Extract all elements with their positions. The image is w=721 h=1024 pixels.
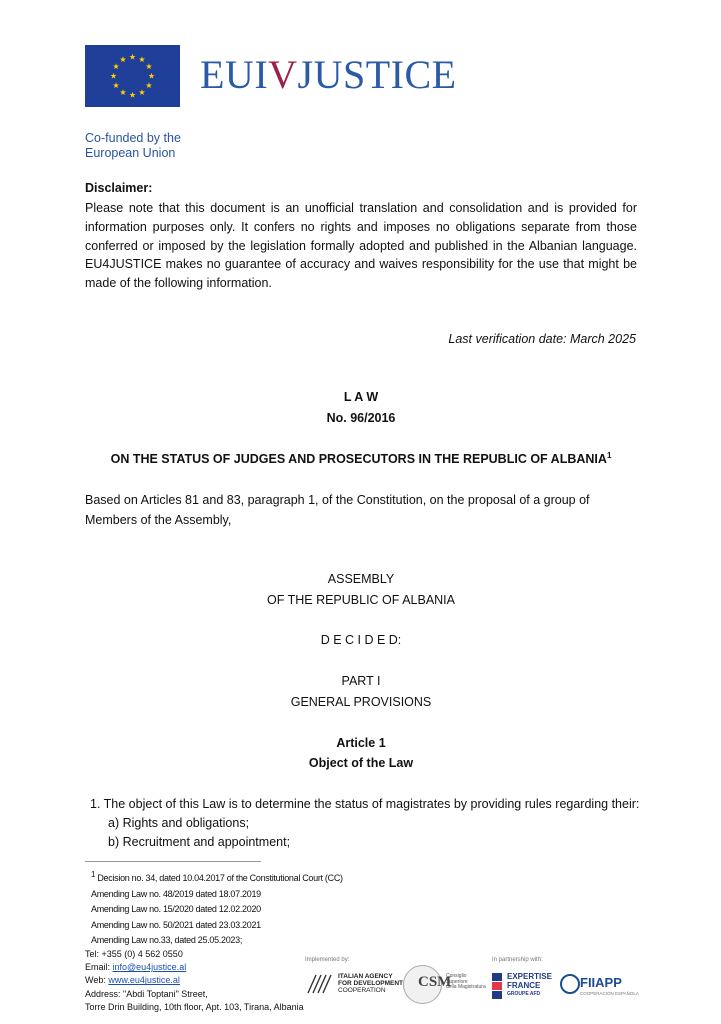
eu-star-icon	[146, 63, 152, 69]
part-number: PART I	[341, 674, 381, 688]
contact-tel: Tel: +355 (0) 4 562 0550	[85, 949, 183, 959]
eu-star-icon	[120, 89, 126, 95]
footnote-item: Amending Law no.33, dated 25.05.2023;	[91, 935, 243, 945]
footnote-item: Amending Law no. 48/2019 dated 18.07.2019	[91, 888, 261, 899]
eu-star-icon	[139, 89, 145, 95]
article-label: Article 1	[336, 736, 386, 750]
italian-line-1: ITALIAN AGENCY	[338, 973, 393, 980]
italian-line-3: COOPERATION	[338, 987, 386, 994]
disclaimer-title: Disclaimer:	[85, 181, 153, 195]
footnote-item	[91, 867, 343, 887]
ef-line-1: EXPERTISE	[507, 972, 552, 981]
footnote-divider	[85, 861, 261, 862]
assembly-line-2: OF THE REPUBLIC OF ALBANIA	[266, 593, 455, 607]
ef-line-2: FRANCE	[507, 980, 541, 990]
footnotes	[91, 867, 343, 949]
contact-email	[85, 961, 304, 974]
article-title: Object of the Law	[308, 756, 414, 770]
cofunded-line-1: Co-funded by the	[85, 131, 181, 145]
assembly-line-1: ASSEMBLY	[327, 572, 395, 586]
partnership-label: In partnership with:	[492, 957, 543, 963]
ef-line-3: GROUPE AFD	[507, 991, 541, 997]
cofunded-text	[85, 131, 181, 161]
csm-sub-3: della Magistratura	[446, 984, 486, 990]
eu-star-icon	[120, 56, 126, 62]
list-subitem-a: a) Rights and obligations;	[108, 816, 250, 830]
csm-subtitle	[446, 974, 486, 991]
italian-agency-logo	[338, 973, 403, 994]
eu-star-icon	[113, 82, 119, 88]
email-label: Email:	[85, 962, 113, 973]
cofunded-line-2: European Union	[85, 146, 176, 160]
footnote-marker: 1	[91, 870, 96, 879]
csm-sub-1: Consiglio	[446, 973, 467, 979]
eu-flag-logo	[85, 45, 180, 107]
brand-part1: EUI	[200, 52, 269, 97]
fiiapp-subtitle: COOPERACIÓN ESPAÑOLA	[580, 991, 639, 996]
part-title: GENERAL PROVISIONS	[290, 695, 432, 709]
web-label: Web:	[85, 975, 109, 986]
law-number: No. 96/2016	[326, 411, 396, 425]
brand-part3: JUSTICE	[297, 52, 457, 97]
contact-address-1: Address: "Abdi Toptani" Street,	[85, 988, 208, 999]
brand-part2: V	[268, 52, 298, 97]
expertise-france-logo	[507, 973, 552, 999]
preamble: Based on Articles 81 and 83, paragraph 1, of the Constitution, on the proposal of a group of Members of the Assembly,	[85, 493, 590, 527]
contact-address-2: Torre Drin Building, 10th floor, Apt. 103, Tirana, Albania	[85, 1001, 304, 1012]
web-link[interactable]: www.eu4justice.al	[108, 975, 180, 986]
verification-date: Last verification date: March 2025	[448, 332, 636, 346]
law-title-text: ON THE STATUS OF JUDGES AND PROSECUTORS IN THE REPUBLIC OF ALBANIA	[110, 452, 607, 467]
italian-line-2: FOR DEVELOPMENT	[338, 980, 404, 987]
expertise-france-icon	[492, 973, 502, 999]
law-label: L A W	[343, 390, 379, 404]
italian-agency-icon	[306, 971, 336, 995]
footnote-ref[interactable]: 1	[606, 451, 612, 460]
contact-web	[85, 974, 304, 987]
list-item: 1. The object of this Law is to determine the status of magistrates by providing rules regarding their:	[90, 797, 640, 811]
disclaimer-body: Please note that this document is an unofficial translation and consolidation and is provided for information purposes only. It confers no rights and imposes no obligations separate from those conferred or imposed by the legislation formally adopted and published in the Albanian language. EU4JUSTICE makes no guarantee of accuracy and waives responsibility for the use that might be made of the following information.	[85, 201, 637, 291]
footnote-item: Amending Law no. 50/2021 dated 23.03.2021	[91, 919, 261, 930]
footnote-text: Decision no. 34, dated 10.04.2017 of the Constitutional Court (CC)	[97, 873, 343, 883]
fiiapp-globe-icon	[560, 974, 580, 994]
eu-star-icon	[129, 92, 135, 98]
eu-stars-icon	[85, 45, 180, 107]
decided: D E C I D E D:	[320, 633, 402, 647]
brand-wordmark	[200, 52, 457, 98]
csm-logo: CSM	[418, 974, 452, 990]
csm-sub-2: Superiore	[446, 978, 468, 985]
implemented-by-label: Implemented by:	[305, 957, 350, 963]
footnote-item: Amending Law no. 15/2020 dated 12.02.2020	[91, 904, 261, 914]
eu-star-icon	[139, 56, 145, 62]
eu-star-icon	[129, 54, 135, 60]
eu-star-icon	[148, 73, 154, 79]
contact-info	[85, 948, 304, 1014]
list-subitem-b: b) Recruitment and appointment;	[108, 835, 291, 849]
fiiapp-logo: FIIAPP	[580, 975, 622, 990]
email-link[interactable]: info@eu4justice.al	[112, 962, 187, 973]
eu-star-icon	[113, 63, 119, 69]
eu-star-icon	[146, 82, 152, 88]
eu-star-icon	[110, 73, 116, 79]
law-title	[85, 451, 637, 466]
